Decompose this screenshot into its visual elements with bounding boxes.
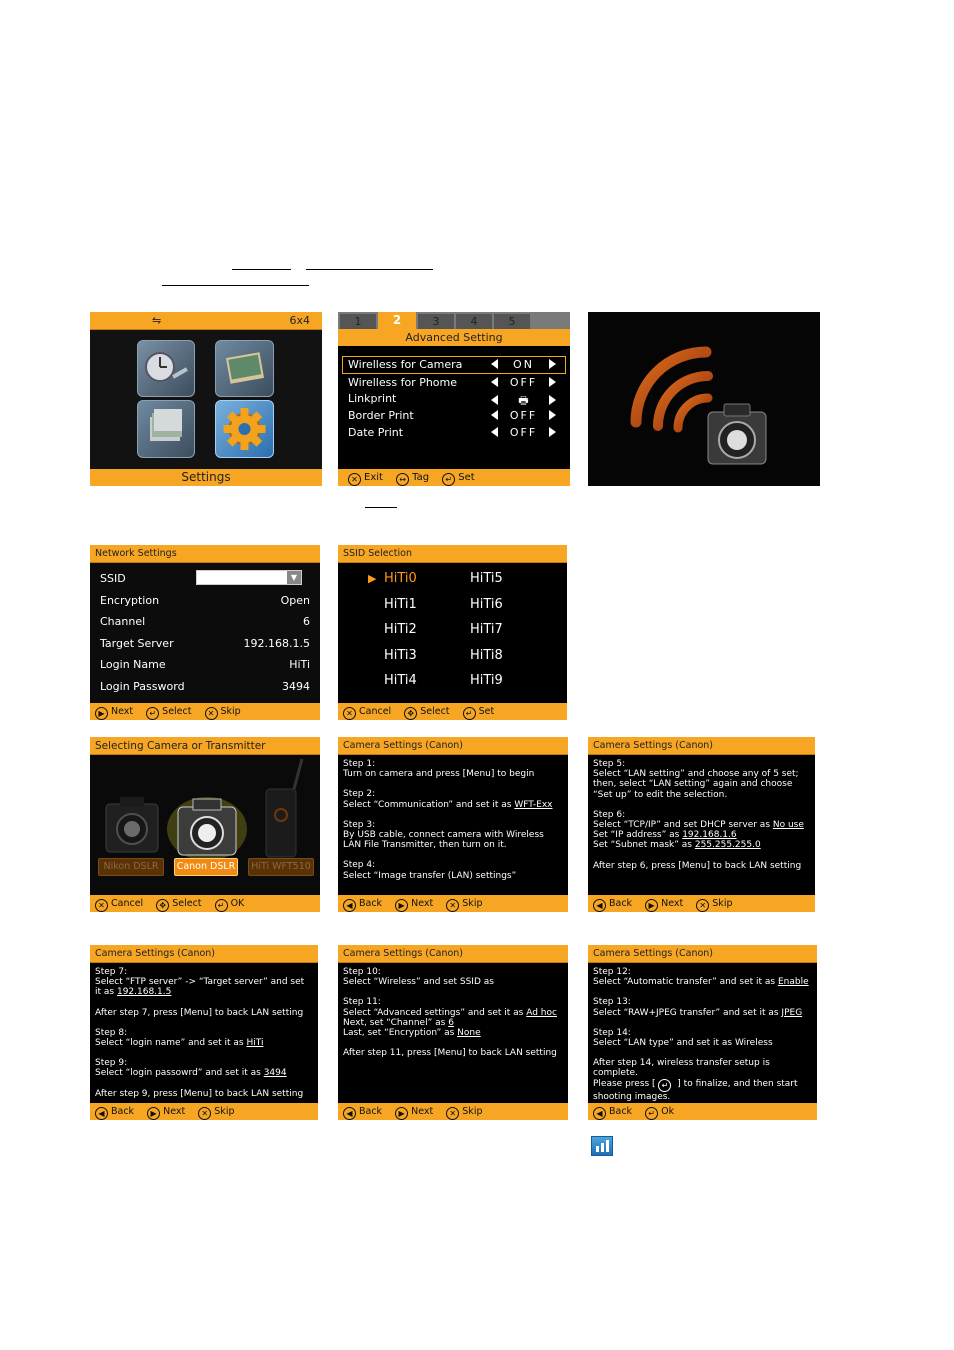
nikon-camera-icon <box>106 797 158 852</box>
left-arrow-icon[interactable] <box>491 377 498 387</box>
login-name-label: Login Name <box>100 658 166 671</box>
dpad-icon: ✥ <box>404 707 417 720</box>
ssid-option[interactable]: HiTi2 <box>384 622 417 637</box>
underline-decoration <box>232 269 291 270</box>
play-icon: ▶ <box>395 899 408 912</box>
next-button[interactable]: ▶ Next <box>95 703 133 720</box>
tab-2[interactable]: 2 <box>378 312 416 329</box>
chevron-down-icon: ▼ <box>287 571 301 584</box>
enter-icon: ↵ <box>146 707 159 720</box>
menu-header <box>90 312 322 330</box>
next-button[interactable]: ▶ Next <box>147 1103 185 1120</box>
select-button[interactable]: ✥ Select <box>156 895 201 912</box>
left-arrow-icon[interactable] <box>491 395 498 405</box>
back-button[interactable]: ◀ Back <box>593 1103 632 1120</box>
ssid-label: SSID <box>100 572 126 585</box>
ssid-option[interactable]: HiTi6 <box>470 597 503 612</box>
tab-3[interactable]: 3 <box>418 314 454 329</box>
tab-5[interactable]: 5 <box>494 314 530 329</box>
ssid-footer <box>338 703 567 720</box>
cancel-icon: ✕ <box>348 473 361 486</box>
play-icon: ▶ <box>95 707 108 720</box>
cancel-icon: ✕ <box>95 899 108 912</box>
canon-steps-4: Step 10: Select “Wireless” and set SSID as Step 11: Select “Advanced settings” and set it as Ad hoc Next, set “Channel” as 6 Last, set “Encryption” as None After step 11, press [Menu] to back LAN setting <box>343 967 557 1059</box>
tab-1[interactable]: 1 <box>340 314 376 329</box>
dpad-icon: ✥ <box>156 899 169 912</box>
option-hiti-wft510[interactable]: HiTi WFT510 <box>248 858 314 876</box>
canon-title: Camera Settings (Canon) <box>338 737 568 755</box>
wireless-camera-screen <box>588 312 820 486</box>
advanced-footer <box>338 469 570 486</box>
clock-tools-icon[interactable] <box>137 340 195 397</box>
canon-footer-1 <box>338 895 568 912</box>
skip-button[interactable]: ✕ Skip <box>446 1103 482 1120</box>
gear-icon[interactable] <box>215 400 274 458</box>
skip-button[interactable]: ✕ Skip <box>198 1103 234 1120</box>
ssid-option[interactable]: HiTi8 <box>470 648 503 663</box>
selection-arrow-icon: ▶ <box>368 572 377 585</box>
tag-button[interactable]: ↔ Tag <box>396 469 429 486</box>
setting-label: Date Print <box>348 426 404 439</box>
channel-value: 6 <box>303 615 310 628</box>
login-password-value: 3494 <box>282 680 310 693</box>
camera-icon <box>708 404 766 464</box>
canon-title: Camera Settings (Canon) <box>90 945 318 963</box>
cancel-icon: ✕ <box>696 899 709 912</box>
canon-camera-icon <box>178 799 236 855</box>
right-arrow-icon[interactable] <box>549 377 556 387</box>
select-camera-title: Selecting Camera or Transmitter <box>90 737 320 755</box>
canon-title: Camera Settings (Canon) <box>588 945 817 963</box>
setting-label: Border Print <box>348 409 414 422</box>
select-button[interactable]: ↵ Select <box>146 703 191 720</box>
setting-label: Wirelless for Phome <box>348 376 458 389</box>
underline-decoration <box>162 285 309 286</box>
advanced-title: Advanced Setting <box>338 329 570 346</box>
back-button[interactable]: ◀ Back <box>95 1103 134 1120</box>
canon-title: Camera Settings (Canon) <box>588 737 815 755</box>
menu-footer-label: Settings <box>181 470 231 484</box>
canon-settings-screen-3 <box>90 945 318 1120</box>
back-button[interactable]: ◀ Back <box>343 895 382 912</box>
photo-stack-icon[interactable] <box>215 340 274 397</box>
channel-label: Channel <box>100 615 146 628</box>
wireless-camera-illustration <box>588 312 820 486</box>
cancel-icon: ✕ <box>205 707 218 720</box>
option-canon-dslr[interactable]: Canon DSLR <box>174 858 238 876</box>
usb-icon: ⇋ <box>152 314 162 327</box>
ok-button[interactable]: ↵ Ok <box>645 1103 674 1120</box>
select-camera-footer <box>90 895 320 912</box>
right-arrow-icon[interactable] <box>549 427 556 437</box>
menu-paper-size: 6x4 <box>289 314 310 327</box>
setting-label: Linkprint <box>348 392 397 405</box>
advanced-setting-screen <box>338 312 570 486</box>
login-name-value: HiTi <box>289 658 310 671</box>
ssid-dropdown[interactable] <box>196 570 302 585</box>
canon-settings-screen-4 <box>338 945 568 1120</box>
back-icon: ◀ <box>95 1107 108 1120</box>
right-arrow-icon[interactable] <box>549 359 556 369</box>
setting-label: Wirelless for Camera <box>348 358 463 371</box>
ssid-option[interactable]: HiTi0 <box>384 571 417 586</box>
login-password-label: Login Password <box>100 680 185 693</box>
set-button[interactable]: ↵ Set <box>442 469 474 486</box>
canon-settings-screen-2 <box>588 737 815 912</box>
printer-icon: 🖶 <box>518 394 529 407</box>
ssid-option[interactable]: HiTi5 <box>470 571 503 586</box>
canon-footer-3 <box>90 1103 318 1120</box>
play-icon: ▶ <box>147 1107 160 1120</box>
paper-stack-icon[interactable] <box>137 400 195 458</box>
ssid-option[interactable]: HiTi4 <box>384 673 417 688</box>
back-button[interactable]: ◀ Back <box>593 895 632 912</box>
enter-icon: ↵ <box>658 1079 671 1092</box>
option-nikon-dslr[interactable]: Nikon DSLR <box>98 858 164 876</box>
canon-steps-3: Step 7: Select “FTP server” -> “Target server” and set it as 192.168.1.5 After step 7, press [Menu] to back LAN setting Step 8: Select “login name” and set it as HiTi Step 9: Select “login passowrd” and set it as 3494 After step 9, press [Menu] to back LAN setting <box>95 967 305 1099</box>
ssid-option[interactable]: HiTi7 <box>470 622 503 637</box>
cancel-button[interactable]: ✕ Cancel <box>343 703 391 720</box>
network-title: Network Settings <box>90 545 320 563</box>
canon-footer-4 <box>338 1103 568 1120</box>
next-button[interactable]: ▶ Next <box>395 1103 433 1120</box>
left-right-icon: ↔ <box>396 473 409 486</box>
enter-icon: ↵ <box>645 1107 658 1120</box>
transmitter-icon <box>266 759 302 857</box>
setting-value: OFF <box>509 409 538 422</box>
target-server-value: 192.168.1.5 <box>243 637 310 650</box>
setting-value: OFF <box>509 426 538 439</box>
signal-bars-icon <box>591 1136 613 1156</box>
exit-button[interactable]: ✕ Exit <box>348 469 383 486</box>
back-icon: ◀ <box>593 899 606 912</box>
back-icon: ◀ <box>593 1107 606 1120</box>
network-footer <box>90 703 320 720</box>
network-settings-screen <box>90 545 320 720</box>
cancel-icon: ✕ <box>343 707 356 720</box>
target-server-label: Target Server <box>100 637 174 650</box>
canon-title: Camera Settings (Canon) <box>338 945 568 963</box>
play-icon: ▶ <box>645 899 658 912</box>
camera-options-illustration <box>90 737 320 912</box>
cancel-icon: ✕ <box>198 1107 211 1120</box>
tab-4[interactable]: 4 <box>456 314 492 329</box>
skip-button[interactable]: ✕ Skip <box>205 703 241 720</box>
ssid-option[interactable]: HiTi9 <box>470 673 503 688</box>
canon-steps-2: Step 5: Select “LAN setting” and choose any of 5 set; then, select “LAN setting” again and choose “Set up” to edit the selection. Step 6: Select “TCP/IP” and set DHCP server as No use Set “IP address” as 192.168.1.6 Set “Subnet mask” as 255.255.255.0 After step 6, press [Menu] to back LAN setting <box>593 759 804 871</box>
ssid-option[interactable]: HiTi3 <box>384 648 417 663</box>
tab-bar <box>338 312 570 329</box>
ssid-title: SSID Selection <box>338 545 567 563</box>
setting-value: ON <box>513 358 534 371</box>
encryption-label: Encryption <box>100 594 160 607</box>
left-arrow-icon[interactable] <box>491 410 498 420</box>
enter-icon: ↵ <box>442 473 455 486</box>
next-button[interactable]: ▶ Next <box>395 895 433 912</box>
ok-button[interactable]: ↵ OK <box>215 895 245 912</box>
menu-footer <box>90 469 322 486</box>
right-arrow-icon[interactable] <box>549 395 556 405</box>
canon-settings-screen-5 <box>588 945 817 1120</box>
select-camera-screen <box>90 737 320 912</box>
skip-button[interactable]: ✕ Skip <box>446 895 482 912</box>
canon-steps-5: Step 12: Select “Automatic transfer” and set it as Enable Step 13: Select “RAW+JPEG transfer” and set it as JPEG Step 14: Select “LAN type” and set it as Wireless After step 14, wireless transfer setup is complete. Please press [ ↵ ] to finalize, and then start shooting images. <box>593 967 809 1102</box>
setting-value: OFF <box>509 376 538 389</box>
ssid-selection-screen <box>338 545 567 720</box>
right-arrow-icon[interactable] <box>549 410 556 420</box>
enter-icon: ↵ <box>463 707 476 720</box>
ssid-option[interactable]: HiTi1 <box>384 597 417 612</box>
main-menu-screen <box>90 312 322 486</box>
back-icon: ◀ <box>343 899 356 912</box>
canon-settings-screen-1 <box>338 737 568 912</box>
skip-button[interactable]: ✕ Skip <box>696 895 732 912</box>
cancel-button[interactable]: ✕ Cancel <box>95 895 143 912</box>
back-icon: ◀ <box>343 1107 356 1120</box>
set-button[interactable]: ↵ Set <box>463 703 495 720</box>
canon-steps-1: Step 1: Turn on camera and press [Menu] to begin Step 2: Select “Communication” and set it as WFT-Exx Step 3: By USB cable, connect camera with Wireless LAN File Transmitter, then turn on it. Step 4: Select “Image transfer (LAN) settings” <box>343 759 553 881</box>
next-button[interactable]: ▶ Next <box>645 895 683 912</box>
play-icon: ▶ <box>395 1107 408 1120</box>
encryption-value: Open <box>280 594 310 607</box>
cancel-icon: ✕ <box>446 899 459 912</box>
enter-icon: ↵ <box>215 899 228 912</box>
canon-footer-2 <box>588 895 815 912</box>
back-button[interactable]: ◀ Back <box>343 1103 382 1120</box>
underline-decoration <box>365 507 397 508</box>
underline-decoration <box>306 269 433 270</box>
left-arrow-icon[interactable] <box>491 427 498 437</box>
left-arrow-icon[interactable] <box>491 359 498 369</box>
canon-footer-5 <box>588 1103 817 1120</box>
cancel-icon: ✕ <box>446 1107 459 1120</box>
select-button[interactable]: ✥ Select <box>404 703 449 720</box>
